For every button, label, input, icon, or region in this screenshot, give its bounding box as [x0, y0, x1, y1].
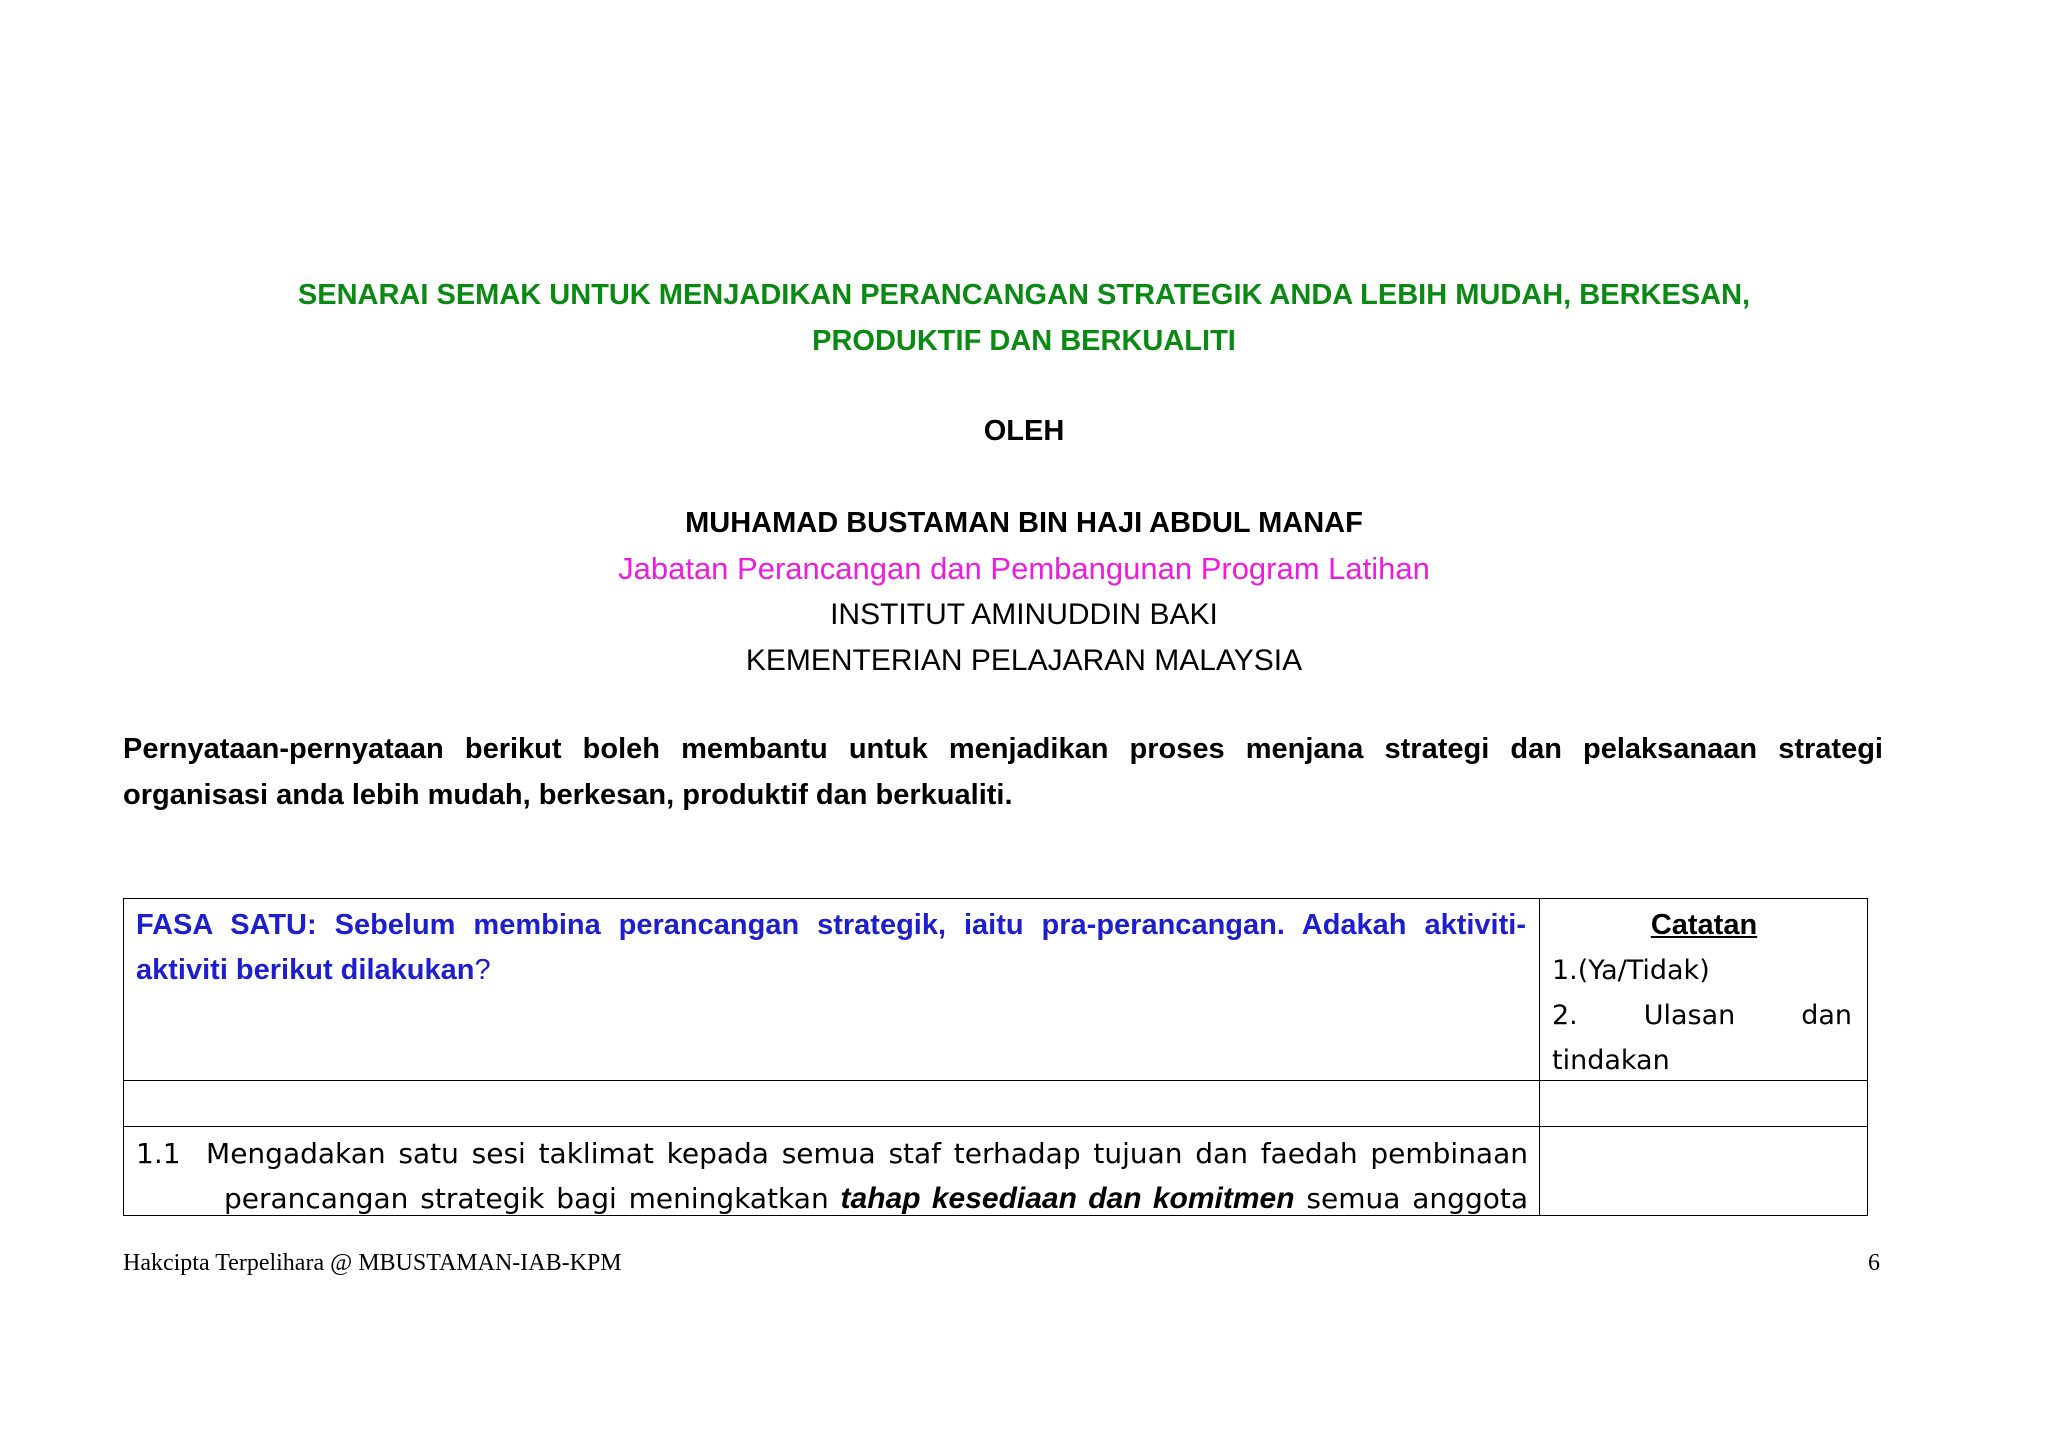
- notes-item-review: [1552, 993, 1852, 1038]
- notes-item-action: tindakan: [1552, 1045, 1670, 1076]
- phase-one-heading: [136, 903, 1526, 993]
- notes-header: Catatan: [1650, 909, 1758, 941]
- phase-one-question-mark: ?: [474, 954, 491, 986]
- checklist-item-line-2: [136, 1176, 1528, 1221]
- table-row-divider: [124, 1126, 1867, 1127]
- phase-one-text: FASA SATU: Sebelum membina perancangan strategik, iaitu pra-perancangan. Adakah aktiviti-aktiviti berikut dilakukan: [136, 909, 1526, 986]
- item-number: 1.1: [136, 1137, 181, 1170]
- institute-name: INSTITUT AMINUDDIN BAKI: [830, 598, 1218, 631]
- notes-item-word: dan: [1801, 1000, 1852, 1031]
- item-emphasis: tahap kesediaan dan komitmen: [840, 1182, 1295, 1215]
- checklist-table: [123, 898, 1868, 1216]
- notes-item-number: 2.: [1552, 1000, 1578, 1031]
- checklist-item-1-1: [136, 1131, 1528, 1221]
- notes-item-word: Ulasan: [1643, 1000, 1736, 1031]
- document-title-line-2: PRODUKTIF DAN BERKUALITI: [812, 325, 1236, 357]
- intro-paragraph: Pernyataan-pernyataan berikut boleh membantu untuk menjadikan proses menjana strategi dan pelaksanaan strategi organisasi anda lebih mudah, berkesan, produktif dan berkualiti.: [123, 733, 1883, 811]
- by-label: OLEH: [983, 415, 1065, 447]
- footer-copyright: Hakcipta Terpelihara @ MBUSTAMAN-IAB-KPM: [123, 1250, 622, 1276]
- page-number: 6: [1868, 1250, 1880, 1276]
- document-title-line-1: SENARAI SEMAK UNTUK MENJADIKAN PERANCANGAN STRATEGIK ANDA LEBIH MUDAH, BERKESAN,: [297, 279, 1751, 311]
- item-text: Mengadakan satu sesi taklimat kepada semua staf terhadap tujuan dan faedah pembinaan: [206, 1137, 1528, 1170]
- item-text: perancangan strategik bagi meningkatkan: [224, 1182, 829, 1215]
- notes-item-yes-no: 1.(Ya/Tidak): [1552, 955, 1710, 986]
- item-text: semua anggota: [1306, 1182, 1528, 1215]
- department-name: Jabatan Perancangan dan Pembangunan Program Latihan: [618, 551, 1430, 586]
- author-name: MUHAMAD BUSTAMAN BIN HAJI ABDUL MANAF: [685, 507, 1363, 539]
- checklist-item-line-1: [136, 1131, 1528, 1176]
- ministry-name: KEMENTERIAN PELAJARAN MALAYSIA: [745, 644, 1303, 677]
